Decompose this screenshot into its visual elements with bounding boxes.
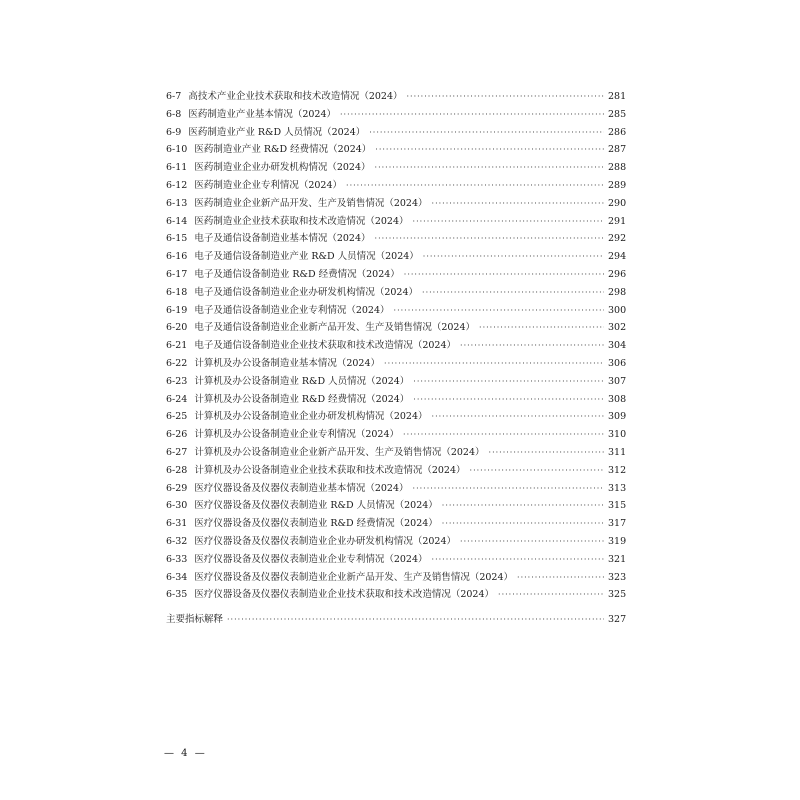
toc-entry-page-number: 319 bbox=[608, 535, 627, 547]
dot-leader bbox=[460, 337, 604, 355]
toc-entry-title: 电子及通信设备制造业基本情况（2024） bbox=[194, 233, 371, 245]
toc-entry-page-number: 288 bbox=[608, 162, 627, 174]
toc-entry-page-number: 317 bbox=[608, 518, 627, 530]
dot-leader bbox=[413, 213, 604, 231]
toc-entry[interactable] bbox=[166, 533, 626, 551]
dot-leader bbox=[460, 533, 604, 551]
dot-leader bbox=[432, 551, 604, 569]
toc-entry[interactable] bbox=[166, 497, 626, 515]
toc-entry-number: 6-14 bbox=[166, 215, 188, 227]
toc-entry-page-number: 302 bbox=[608, 322, 627, 334]
toc-entry-page-number: 321 bbox=[608, 553, 627, 565]
dot-leader bbox=[375, 141, 604, 159]
toc-entry-title: 医药制造业企业专利情况（2024） bbox=[194, 179, 343, 191]
toc-entry-number: 6-30 bbox=[166, 500, 188, 512]
dot-leader bbox=[384, 355, 604, 373]
dot-leader bbox=[403, 426, 604, 444]
toc-entry-page-number: 309 bbox=[608, 411, 627, 423]
toc-entry-title: 电子及通信设备制造业 R&D 经费情况（2024） bbox=[194, 268, 400, 280]
toc-entry-number: 6-27 bbox=[166, 446, 188, 458]
dot-leader bbox=[340, 106, 604, 124]
toc-entry-number: 6-28 bbox=[166, 464, 188, 476]
toc-entry-page-number: 308 bbox=[608, 393, 627, 405]
toc-entry-number: 6-22 bbox=[166, 357, 188, 369]
toc-entry-number: 6-12 bbox=[166, 179, 188, 191]
dot-leader bbox=[413, 391, 604, 409]
toc-entry[interactable] bbox=[166, 373, 626, 391]
toc-entry-title: 医疗仪器设备及仪器仪表制造业企业办研发机构情况（2024） bbox=[194, 535, 457, 547]
toc-entry-page-number: 294 bbox=[608, 251, 627, 263]
dot-leader bbox=[489, 444, 604, 462]
toc-entry-title: 医疗仪器设备及仪器仪表制造业 R&D 经费情况（2024） bbox=[194, 518, 438, 530]
toc-entry-title: 计算机及办公设备制造业企业技术获取和技术改造情况（2024） bbox=[194, 464, 466, 476]
toc-entry[interactable] bbox=[166, 88, 626, 106]
dot-leader bbox=[432, 195, 604, 213]
toc-entry-page-number: 323 bbox=[608, 571, 627, 583]
dot-leader bbox=[470, 462, 604, 480]
toc-entry-page-number: 287 bbox=[608, 144, 627, 156]
toc-entry-page-number: 307 bbox=[608, 375, 627, 387]
toc-entry-number: 6-20 bbox=[166, 322, 188, 334]
dot-leader bbox=[394, 302, 604, 320]
toc-entry[interactable] bbox=[166, 337, 626, 355]
toc-entry[interactable] bbox=[166, 391, 626, 409]
toc-entry-number: 6-23 bbox=[166, 375, 188, 387]
toc-entry[interactable] bbox=[166, 177, 626, 195]
dot-leader bbox=[423, 248, 604, 266]
dot-leader bbox=[432, 408, 604, 426]
table-of-contents bbox=[166, 88, 626, 604]
dot-leader bbox=[227, 611, 604, 629]
toc-entry-title: 高技术产业企业技术获取和技术改造情况（2024） bbox=[188, 91, 403, 102]
dot-leader bbox=[422, 284, 604, 302]
toc-entry[interactable] bbox=[166, 213, 626, 231]
toc-entry-title: 电子及通信设备制造业企业办研发机构情况（2024） bbox=[194, 286, 419, 298]
toc-entry-page-number: 313 bbox=[608, 482, 627, 494]
toc-entry[interactable] bbox=[166, 426, 626, 444]
toc-entry[interactable] bbox=[166, 408, 626, 426]
dot-leader bbox=[442, 515, 604, 533]
toc-entry[interactable] bbox=[166, 141, 626, 159]
toc-entry-page-number: 327 bbox=[608, 614, 627, 625]
toc-entry-page-number: 291 bbox=[608, 215, 627, 227]
toc-entry-page-number: 312 bbox=[608, 464, 627, 476]
toc-entry-title: 电子及通信设备制造业产业 R&D 人员情况（2024） bbox=[194, 251, 419, 263]
toc-entry[interactable] bbox=[166, 302, 626, 320]
toc-entry-number: 6-29 bbox=[166, 482, 188, 494]
toc-entry-page-number: 304 bbox=[608, 340, 627, 352]
toc-entry-number: 6-11 bbox=[166, 162, 188, 174]
dot-leader bbox=[375, 230, 604, 248]
toc-entry[interactable] bbox=[166, 319, 626, 337]
toc-entry[interactable] bbox=[166, 195, 626, 213]
toc-entry[interactable] bbox=[166, 284, 626, 302]
toc-entry-number: 6-19 bbox=[166, 304, 188, 316]
dot-leader bbox=[479, 319, 604, 337]
toc-entry-title: 医疗仪器设备及仪器仪表制造业企业新产品开发、生产及销售情况（2024） bbox=[194, 571, 514, 583]
toc-entry-title: 计算机及办公设备制造业基本情况（2024） bbox=[194, 357, 381, 369]
toc-entry-appendix[interactable] bbox=[166, 611, 626, 629]
dot-leader bbox=[407, 88, 605, 106]
toc-entry-page-number: 285 bbox=[608, 108, 627, 120]
toc-entry-page-number: 315 bbox=[608, 500, 627, 512]
toc-entry-title: 医药制造业企业新产品开发、生产及销售情况（2024） bbox=[194, 197, 428, 209]
toc-entry[interactable] bbox=[166, 551, 626, 569]
toc-entry[interactable] bbox=[166, 586, 626, 604]
toc-entry-title: 主要指标解释 bbox=[166, 614, 224, 625]
toc-entry-title: 医药制造业企业技术获取和技术改造情况（2024） bbox=[194, 215, 409, 227]
toc-entry[interactable] bbox=[166, 480, 626, 498]
toc-entry-number: 6-34 bbox=[166, 571, 188, 583]
toc-entry-number: 6-8 bbox=[166, 108, 182, 120]
toc-entry-title: 医药制造业产业 R&D 人员情况（2024） bbox=[188, 126, 366, 138]
toc-entry[interactable] bbox=[166, 230, 626, 248]
toc-entry-number: 6-9 bbox=[166, 126, 182, 138]
toc-entry[interactable] bbox=[166, 106, 626, 124]
toc-entry-title: 医药制造业产业基本情况（2024） bbox=[188, 108, 336, 120]
toc-entry[interactable] bbox=[166, 355, 626, 373]
dot-leader bbox=[369, 124, 604, 142]
toc-entry-title: 计算机及办公设备制造业企业专利情况（2024） bbox=[194, 429, 400, 441]
toc-entry-page-number: 281 bbox=[608, 91, 627, 102]
dot-leader bbox=[375, 159, 604, 177]
dot-leader bbox=[442, 497, 604, 515]
toc-entry[interactable] bbox=[166, 124, 626, 142]
toc-entry-number: 6-15 bbox=[166, 233, 188, 245]
toc-entry-title: 医疗仪器设备及仪器仪表制造业企业专利情况（2024） bbox=[194, 553, 428, 565]
toc-entry-number: 6-16 bbox=[166, 251, 188, 263]
toc-entry[interactable] bbox=[166, 266, 626, 284]
toc-entry-page-number: 286 bbox=[608, 126, 627, 138]
toc-entry-number: 6-26 bbox=[166, 429, 188, 441]
toc-entry-page-number: 298 bbox=[608, 286, 627, 298]
toc-entry-number: 6-25 bbox=[166, 411, 188, 423]
toc-entry-page-number: 325 bbox=[608, 589, 627, 601]
dot-leader bbox=[498, 586, 604, 604]
toc-entry-title: 医药制造业产业 R&D 经费情况（2024） bbox=[194, 144, 372, 156]
toc-entry-title: 电子及通信设备制造业企业专利情况（2024） bbox=[194, 304, 390, 316]
page-number-footer: — 4 — bbox=[164, 748, 207, 759]
toc-entry-number: 6-33 bbox=[166, 553, 188, 565]
toc-entry-page-number: 310 bbox=[608, 429, 627, 441]
toc-entry-number: 6-7 bbox=[166, 91, 182, 102]
toc-entry[interactable] bbox=[166, 569, 626, 587]
toc-entry[interactable] bbox=[166, 515, 626, 533]
toc-entry[interactable] bbox=[166, 248, 626, 266]
toc-entry-title: 计算机及办公设备制造业企业办研发机构情况（2024） bbox=[194, 411, 428, 423]
toc-entry[interactable] bbox=[166, 159, 626, 177]
toc-entry-title: 医疗仪器设备及仪器仪表制造业 R&D 人员情况（2024） bbox=[194, 500, 438, 512]
toc-entry-page-number: 290 bbox=[608, 197, 627, 209]
dot-leader bbox=[517, 569, 604, 587]
toc-entry-title: 电子及通信设备制造业企业新产品开发、生产及销售情况（2024） bbox=[194, 322, 476, 334]
toc-entry-title: 电子及通信设备制造业企业技术获取和技术改造情况（2024） bbox=[194, 340, 457, 352]
toc-entry[interactable] bbox=[166, 444, 626, 462]
toc-entry-number: 6-24 bbox=[166, 393, 188, 405]
toc-entry-page-number: 296 bbox=[608, 268, 627, 280]
dot-leader bbox=[413, 373, 604, 391]
dot-leader bbox=[413, 480, 604, 498]
toc-entry-page-number: 306 bbox=[608, 357, 627, 369]
toc-entry-page-number: 292 bbox=[608, 233, 627, 245]
toc-entry-title: 医药制造业企业办研发机构情况（2024） bbox=[194, 162, 371, 174]
toc-entry-number: 6-17 bbox=[166, 268, 188, 280]
dot-leader bbox=[346, 177, 604, 195]
toc-entry-page-number: 300 bbox=[608, 304, 627, 316]
toc-entry-title: 医疗仪器设备及仪器仪表制造业基本情况（2024） bbox=[194, 482, 409, 494]
toc-entry-number: 6-10 bbox=[166, 144, 188, 156]
toc-entry-title: 计算机及办公设备制造业 R&D 经费情况（2024） bbox=[194, 393, 410, 405]
toc-entry-title: 计算机及办公设备制造业企业新产品开发、生产及销售情况（2024） bbox=[194, 446, 485, 458]
toc-entry-page-number: 311 bbox=[608, 446, 627, 458]
toc-entry-page-number: 289 bbox=[608, 179, 627, 191]
toc-entry-number: 6-32 bbox=[166, 535, 188, 547]
toc-entry-number: 6-13 bbox=[166, 197, 188, 209]
toc-entry[interactable] bbox=[166, 462, 626, 480]
dot-leader bbox=[404, 266, 604, 284]
toc-entry-number: 6-21 bbox=[166, 340, 188, 352]
toc-entry-title: 医疗仪器设备及仪器仪表制造业企业技术获取和技术改造情况（2024） bbox=[194, 589, 495, 601]
toc-entry-number: 6-35 bbox=[166, 589, 188, 601]
toc-entry-number: 6-18 bbox=[166, 286, 188, 298]
toc-entry-number: 6-31 bbox=[166, 518, 188, 530]
toc-entry-title: 计算机及办公设备制造业 R&D 人员情况（2024） bbox=[194, 375, 410, 387]
